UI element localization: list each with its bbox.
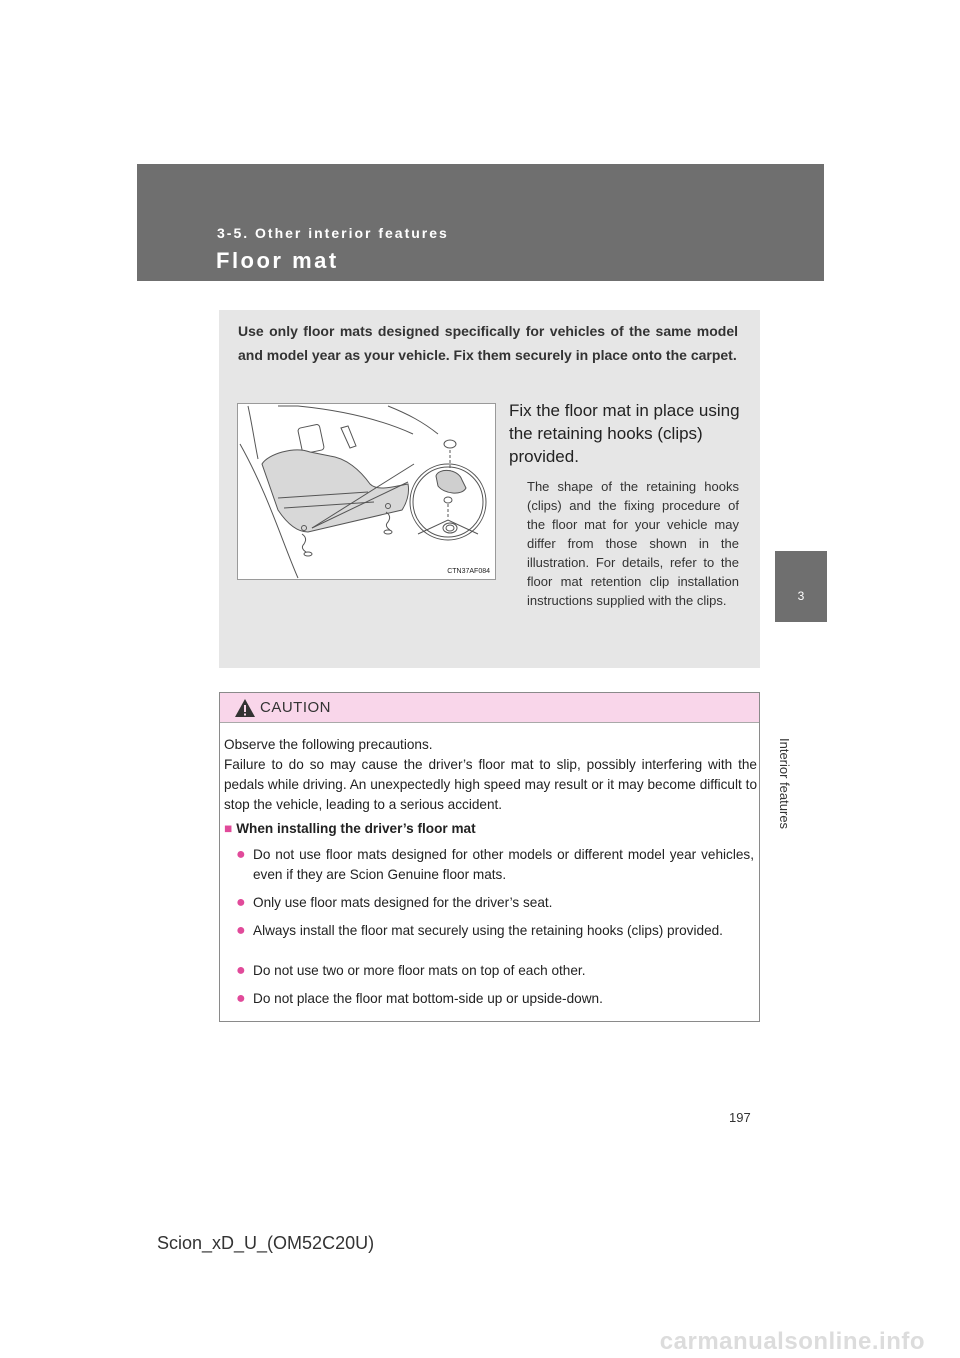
bullet-icon: ● xyxy=(236,846,246,863)
caution-title: CAUTION xyxy=(260,699,331,716)
bullet-icon: ● xyxy=(236,894,246,911)
list-item xyxy=(236,921,754,941)
section-header xyxy=(137,164,824,281)
manual-id: Scion_xD_U_(OM52C20U) xyxy=(157,1233,375,1253)
bullet-icon: ● xyxy=(236,962,246,979)
list-item xyxy=(236,989,754,1009)
caution-box xyxy=(219,692,760,1022)
note-text: The shape of the retaining hooks (clips) and the fixing procedure of the floor mat for your vehicle may differ from those shown in the illustration. For details, refer to the floor mat retention clip installation instructions supplied with the clips. xyxy=(527,479,739,608)
info-box xyxy=(219,310,760,668)
chapter-tab-number: 3 xyxy=(797,589,805,603)
site-watermark[interactable] xyxy=(0,1328,960,1356)
page-title: Floor mat xyxy=(216,248,339,273)
caution-paragraph: Observe the following precautions. Failure to do so may cause the driver’s floor mat to slip, possibly interfering with the pedals while driving. An unexpectedly high speed may result or it may become difficult to stop the vehicle, leading to a serious accident. xyxy=(224,737,757,812)
list-item xyxy=(236,893,754,913)
floor-mat-drawing xyxy=(238,404,495,579)
chapter-tab-label: Interior features xyxy=(777,738,792,830)
list-item-text: Do not place the floor mat bottom-side up or upside-down. xyxy=(253,991,603,1006)
square-bullet-icon: ■ xyxy=(224,821,233,836)
list-item xyxy=(236,961,754,981)
illustration-code: CTN37AF084 xyxy=(447,568,490,575)
warning-icon xyxy=(234,698,256,718)
bullet-icon: ● xyxy=(236,922,246,939)
bullet-icon: ● xyxy=(236,990,246,1007)
floor-mat-illustration xyxy=(237,403,496,580)
caution-subheading xyxy=(224,819,476,839)
caution-subheading-text: When installing the driver’s floor mat xyxy=(236,821,476,836)
site-watermark-text: carmanualsonline.info xyxy=(659,1328,925,1355)
list-item-text: Do not use two or more floor mats on top of each other. xyxy=(253,963,586,978)
instruction-text: Fix the floor mat in place using the retaining hooks (clips) provided. xyxy=(509,401,740,466)
list-item-text: Do not use floor mats designed for other models or different model year vehicles, even if they are Scion Genuine floor mats. xyxy=(253,847,754,882)
chapter-tab[interactable] xyxy=(775,551,827,622)
section-label: 3-5. Other interior features xyxy=(217,225,449,241)
list-item xyxy=(236,845,754,885)
intro-text: Use only floor mats designed specifically for vehicles of the same model and model year as your vehicle. Fix them securely in place onto the carpet. xyxy=(238,323,738,363)
caution-header xyxy=(220,693,759,723)
page-number: 197 xyxy=(729,1110,751,1125)
list-item-text: Always install the floor mat securely using the retaining hooks (clips) provided. xyxy=(253,923,723,938)
list-item-text: Only use floor mats designed for the driver’s seat. xyxy=(253,895,553,910)
